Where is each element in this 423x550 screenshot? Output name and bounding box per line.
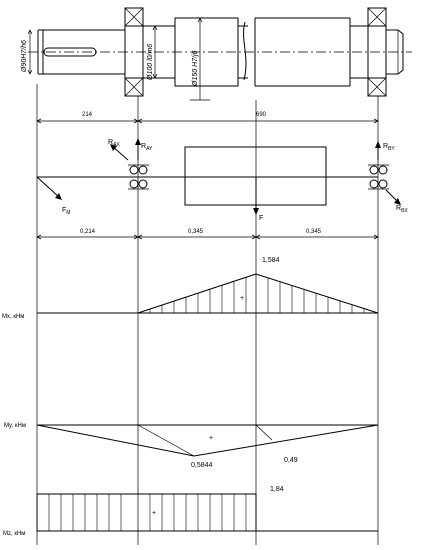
mz-value: 1,84 <box>270 486 284 493</box>
ray-label: $R_{AY}$ <box>141 143 153 152</box>
break-line <box>244 22 246 80</box>
load-scheme <box>37 138 408 222</box>
reference-lines <box>37 84 378 545</box>
mz-axis-label: Mz, кНм <box>3 531 26 537</box>
my-axis-label: My, кНм <box>4 423 26 429</box>
mz-sign: + <box>152 510 157 517</box>
my-sign: + <box>209 435 214 442</box>
dim-hub-label: Ø150 H7/j6 <box>192 50 199 86</box>
my-diagram <box>4 423 378 469</box>
span-1-label: 0,214 <box>80 229 96 235</box>
mx-hatch <box>150 277 364 313</box>
my-value-b: 0,49 <box>284 457 298 464</box>
mx-axis-label: Mx, кНм <box>2 314 25 320</box>
span-dimensions <box>37 229 378 239</box>
rbx-label: $R_{BX}$ <box>396 205 408 214</box>
dim-left-label: Ø90H7/h6 <box>21 40 28 72</box>
mz-hatch <box>49 494 246 531</box>
length-b-label: 690 <box>256 112 267 118</box>
span-3-label: 0,345 <box>306 229 322 235</box>
rby-label: $R_{BY}$ <box>383 143 395 152</box>
f-label: F <box>259 215 264 222</box>
mx-sign: + <box>240 295 245 302</box>
my-value-a: 0,5844 <box>191 462 213 469</box>
dim-bearing-label: Ø100 l0/m6 <box>147 43 154 80</box>
mz-diagram <box>3 486 378 537</box>
my-curve <box>37 425 378 456</box>
rax-label: $R_{AX}$ <box>108 139 120 148</box>
mz-block <box>37 494 256 531</box>
span-2-label: 0,345 <box>188 229 204 235</box>
fm-label: $F_M$ <box>62 207 71 216</box>
shaft-sketch <box>21 8 412 100</box>
length-dimensions <box>37 112 378 123</box>
length-a-label: 214 <box>82 112 93 118</box>
mx-diagram <box>2 257 378 320</box>
mx-max-value: 1,584 <box>262 257 280 264</box>
